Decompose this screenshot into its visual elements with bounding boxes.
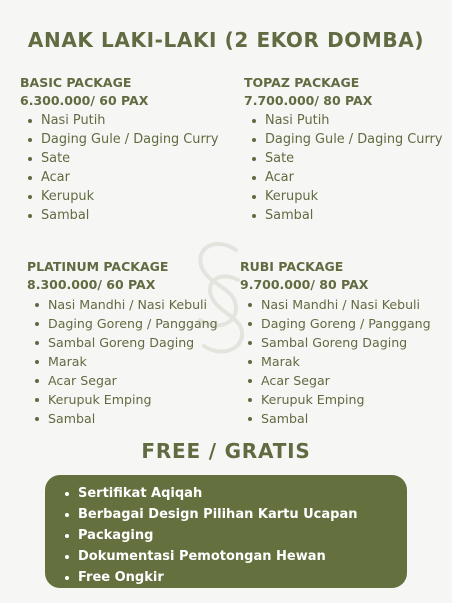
list-item — [45, 546, 407, 567]
bullet-icon — [35, 360, 39, 364]
package-item-list — [20, 111, 218, 225]
item-text: Sambal Goreng Daging — [261, 335, 408, 350]
bullet-icon — [248, 341, 252, 345]
bullet-icon — [248, 379, 252, 383]
item-text: Nasi Putih — [41, 113, 106, 128]
list-item — [244, 168, 442, 187]
list-item — [27, 409, 218, 428]
list-item — [20, 206, 218, 225]
list-item — [20, 149, 218, 168]
list-item — [45, 525, 407, 546]
item-text: Packaging — [78, 528, 154, 543]
list-item — [244, 130, 442, 149]
bullet-icon — [65, 555, 69, 559]
item-text: Dokumentasi Pemotongan Hewan — [78, 549, 326, 564]
bullet-icon — [28, 214, 32, 218]
item-text: Berbagai Design Pilihan Kartu Ucapan — [78, 507, 358, 522]
bullet-icon — [28, 176, 32, 180]
item-text: Sambal — [265, 208, 314, 223]
package-name: PLATINUM PACKAGE — [27, 259, 169, 274]
list-item — [244, 111, 442, 130]
bullet-icon — [252, 157, 256, 161]
list-item — [244, 206, 442, 225]
list-item — [27, 295, 218, 314]
free-benefits-list — [45, 475, 407, 588]
list-item — [240, 352, 431, 371]
package-item-list — [27, 295, 218, 428]
item-text: Free Ongkir — [78, 570, 164, 585]
item-text: Sertifikat Aqiqah — [78, 486, 203, 501]
bullet-icon — [35, 417, 39, 421]
item-text: Sambal — [41, 208, 90, 223]
package-price: 8.300.000/ 60 PAX — [27, 277, 156, 292]
item-text: Acar — [265, 170, 294, 185]
free-section-title: FREE / GRATIS — [141, 439, 311, 463]
list-item — [240, 314, 431, 333]
bullet-icon — [28, 138, 32, 142]
list-item — [240, 295, 431, 314]
item-text: Acar Segar — [261, 373, 330, 388]
item-text: Sambal Goreng Daging — [48, 335, 195, 350]
list-item — [20, 130, 218, 149]
bullet-icon — [28, 157, 32, 161]
bullet-icon — [248, 417, 252, 421]
item-text: Nasi Mandhi / Nasi Kebuli — [48, 297, 208, 312]
item-text: Kerupuk — [265, 189, 319, 204]
bullet-icon — [252, 176, 256, 180]
list-item — [27, 333, 218, 352]
item-text: Sate — [265, 151, 295, 166]
item-text: Sate — [41, 151, 71, 166]
bullet-icon — [65, 513, 69, 517]
item-text: Daging Goreng / Panggang — [48, 316, 218, 331]
item-text: Sambal — [48, 411, 96, 426]
list-item — [27, 314, 218, 333]
item-text: Marak — [261, 354, 300, 369]
bullet-icon — [28, 195, 32, 199]
item-text: Nasi Putih — [265, 113, 330, 128]
package-price: 9.700.000/ 80 PAX — [240, 277, 369, 292]
bullet-icon — [252, 119, 256, 123]
list-item — [45, 504, 407, 525]
list-item — [244, 149, 442, 168]
item-text: Acar — [41, 170, 70, 185]
list-item — [45, 483, 407, 504]
package-rubi — [240, 258, 431, 428]
package-topaz — [244, 74, 442, 225]
item-text: Kerupuk Emping — [261, 392, 365, 407]
page-title: ANAK LAKI-LAKI (2 EKOR DOMBA) — [27, 28, 425, 52]
list-item — [27, 390, 218, 409]
bullet-icon — [252, 195, 256, 199]
package-name: BASIC PACKAGE — [20, 75, 132, 90]
list-item — [240, 390, 431, 409]
list-item — [20, 187, 218, 206]
bullet-icon — [248, 360, 252, 364]
bullet-icon — [248, 322, 252, 326]
bullet-icon — [248, 398, 252, 402]
list-item — [27, 352, 218, 371]
package-price: 7.700.000/ 80 PAX — [244, 93, 373, 108]
package-name: TOPAZ PACKAGE — [244, 75, 360, 90]
list-item — [244, 187, 442, 206]
item-text: Kerupuk Emping — [48, 392, 152, 407]
item-text: Daging Gule / Daging Curry — [41, 132, 219, 147]
bullet-icon — [65, 492, 69, 496]
item-text: Nasi Mandhi / Nasi Kebuli — [261, 297, 421, 312]
package-name: RUBI PACKAGE — [240, 259, 344, 274]
list-item — [27, 371, 218, 390]
package-basic — [20, 74, 218, 225]
package-price: 6.300.000/ 60 PAX — [20, 93, 149, 108]
bullet-icon — [248, 303, 252, 307]
list-item — [240, 371, 431, 390]
bullet-icon — [35, 341, 39, 345]
list-item — [20, 168, 218, 187]
item-text: Acar Segar — [48, 373, 117, 388]
bullet-icon — [65, 576, 69, 580]
item-text: Marak — [48, 354, 87, 369]
list-item — [20, 111, 218, 130]
bullet-icon — [252, 214, 256, 218]
bullet-icon — [35, 398, 39, 402]
item-text: Sambal — [261, 411, 309, 426]
bullet-icon — [35, 303, 39, 307]
bullet-icon — [35, 379, 39, 383]
list-item — [45, 567, 407, 588]
package-platinum — [27, 258, 218, 428]
package-item-list — [244, 111, 442, 225]
package-item-list — [240, 295, 431, 428]
item-text: Daging Gule / Daging Curry — [265, 132, 443, 147]
item-text: Kerupuk — [41, 189, 95, 204]
item-text: Daging Goreng / Panggang — [261, 316, 431, 331]
bullet-icon — [28, 119, 32, 123]
bullet-icon — [65, 534, 69, 538]
free-benefits-box — [45, 475, 407, 588]
bullet-icon — [35, 322, 39, 326]
bullet-icon — [252, 138, 256, 142]
list-item — [240, 409, 431, 428]
list-item — [240, 333, 431, 352]
